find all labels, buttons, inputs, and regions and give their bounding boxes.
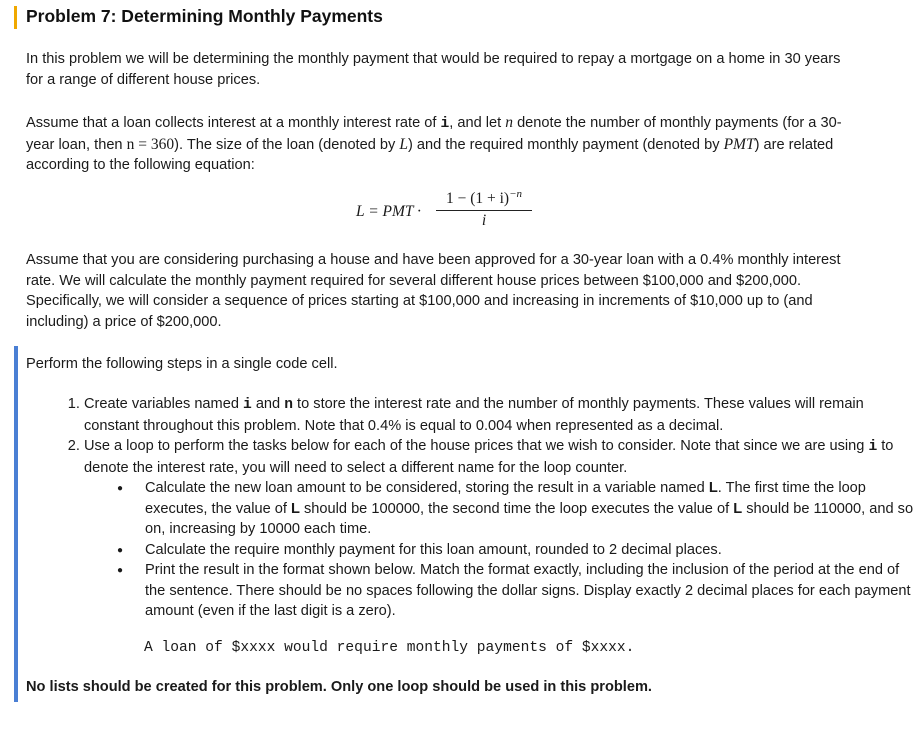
assume1-text-e: ) and the required monthly payment (denoted by: [408, 136, 724, 153]
assume1-text-c: denote the number of monthly payments (for a 30-year loan, then: [26, 115, 842, 153]
n-equals-math: n = 360: [126, 135, 175, 153]
bullet-1: [145, 478, 914, 540]
bullet1-text-c: should be 100000, the second time the loop executes the value of: [299, 500, 734, 517]
step1-text-c: to store the interest rate and the number of monthly payments. These values will remain constant throughout this problem. Note that 0.4% is equal to 0.004 when represented as a decimal.: [84, 396, 864, 434]
perform-text: Perform the following steps in a single code cell.: [26, 356, 338, 372]
intro-text: In this problem we will be determining the monthly payment that would be required to repay a mortgage on a home in 30 years for a range of different house prices.: [26, 51, 841, 88]
equation-numerator: [436, 188, 532, 208]
bullet-3: [145, 560, 914, 622]
step-2-bullets: [84, 478, 914, 622]
assume1-text-b: , and let: [449, 115, 506, 131]
step2-text-a: Use a loop to perform the tasks below for each of the house prices that we wish to consider. Note that since we are using: [84, 438, 869, 454]
scenario-text: Assume that you are considering purchasing a house and have been approved for a 30-year loan with a 0.4% monthly interest rate. We will calculate the monthly payment required for several different house prices between $100,000 and $200,000. Specifically, we will consider a sequence of prices starting at $100,000 and increasing in increments of $10,000 up to (and including) a price of $200,000.: [26, 252, 841, 330]
bullet1-text-d: should be 110000, and so on, increasing by 10000 each time.: [145, 500, 914, 537]
fraction-bar: [436, 210, 532, 211]
var-L-bold: L: [291, 500, 300, 517]
perform-paragraph: [26, 354, 856, 375]
var-L-bold: L: [708, 480, 718, 496]
equation-exponent: −n: [509, 188, 523, 200]
output-format-sample: A loan of $xxxx would require monthly payments of $xxxx.: [144, 640, 635, 656]
var-n-math: n: [505, 114, 514, 131]
assume1-text-d: ). The size of the loan (denoted by: [174, 136, 400, 153]
scenario-paragraph: [26, 250, 856, 332]
var-i-code: i: [868, 439, 878, 455]
step-2: [84, 436, 914, 622]
var-n-code: n: [284, 397, 293, 413]
assume1-text-f: ) are related according to the following equation:: [26, 136, 834, 173]
var-PMT-math: PMT: [723, 135, 755, 153]
bullet3-text: Print the result in the format shown below. Match the format exactly, including the inclusion of the period at the end of the sentence. There should be no spaces following the dollar signs. Display exactly 2 decimal places for each payment amount (even if the last digit is a zero).: [145, 562, 911, 619]
var-i-code: i: [243, 397, 252, 413]
step1-text-a: Create variables named: [84, 396, 243, 412]
equation-numerator-text: 1 − (1 + i): [445, 190, 510, 208]
bullet1-text-b: . The first time the loop executes, the value of: [145, 480, 866, 517]
final-note: No lists should be created for this problem. Only one loop should be used in this problem.: [26, 679, 652, 695]
title-accent-bar: [14, 6, 17, 29]
bullet2-text: Calculate the require monthly payment for this loan amount, rounded to 2 decimal places.: [145, 541, 722, 558]
step-1: [84, 394, 914, 436]
step2-text-b: to denote the interest rate, you will need to select a different name for the loop counter.: [84, 438, 894, 476]
equation-denominator: i: [481, 212, 487, 230]
var-L-bold: L: [733, 500, 743, 517]
equation-lhs: L = PMT ·: [356, 203, 422, 220]
intro-paragraph: [26, 49, 856, 90]
equation-fraction: [436, 188, 532, 230]
bullet1-text-a: Calculate the new loan amount to be considered, storing the result in a variable named: [145, 480, 709, 496]
var-L-math: L: [399, 135, 408, 153]
instruction-accent-bar: [14, 346, 18, 702]
assumption-paragraph: [26, 113, 856, 176]
assume1-text-a: Assume that a loan collects interest at a monthly interest rate of: [26, 115, 441, 131]
step1-text-b: and: [251, 396, 285, 412]
page-title: Problem 7: Determining Monthly Payments: [26, 6, 383, 26]
steps-list: [26, 394, 914, 622]
var-i-code: i: [440, 116, 450, 132]
bullet-2: [145, 540, 914, 561]
